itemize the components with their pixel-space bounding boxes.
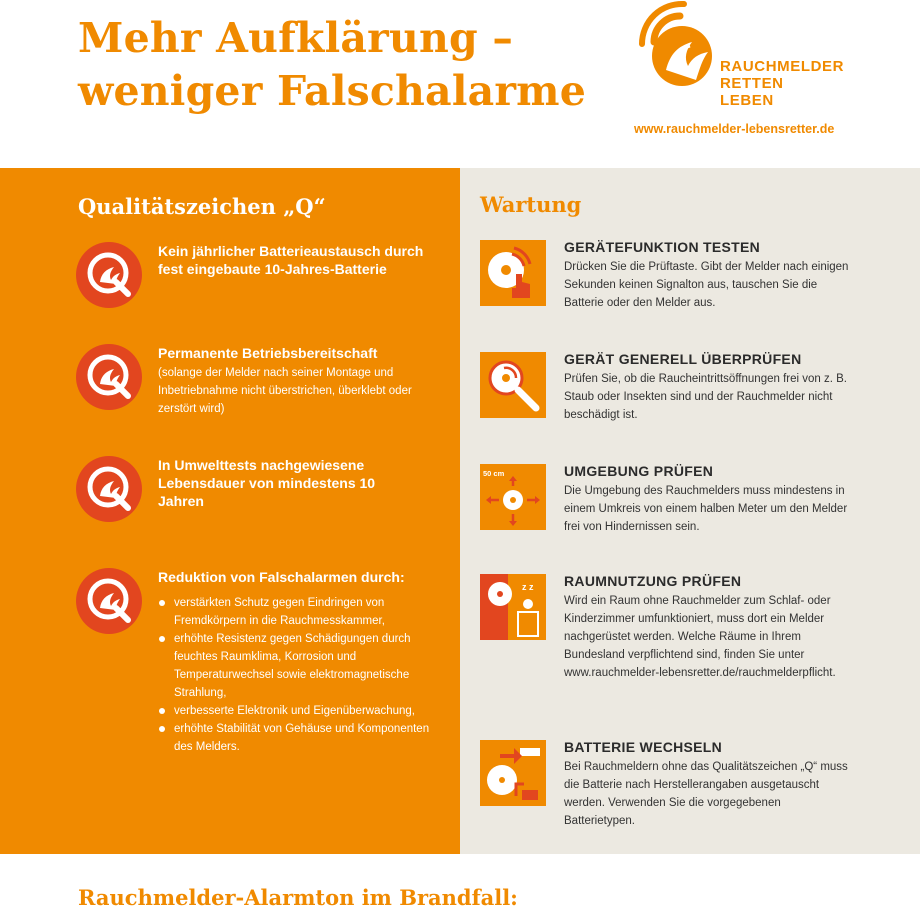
q-badge-icon [76, 242, 142, 308]
list-item: erhöhte Resistenz gegen Schädigungen durch feuchtes Raumklima, Korrosion und Temperaturwechsel sowie elektromagnetische Strahlung, [158, 630, 448, 702]
brand-line-3: LEBEN [720, 92, 774, 109]
maintenance-panel [460, 168, 920, 854]
room-usage-icon [480, 574, 546, 640]
maintenance-item-heading: UMGEBUNG PRÜFEN [564, 463, 714, 479]
quality-item-heading: In Umwelttests nachgewiesene Lebensdauer von mindestens 10 Jahren [158, 457, 376, 509]
list-item: verstärkten Schutz gegen Eindringen von Fremdkörpern in die Rauchmesskammer, [158, 594, 448, 630]
list-item: verbesserte Elektronik und Eigenüberwachung, [158, 702, 448, 720]
maintenance-item-text: Prüfen Sie, ob die Raucheintrittsöffnungen frei von z. B. Staub oder Insekten sind und der Rauchmelder nicht beschädigt ist. [564, 373, 847, 421]
false-alarm-measures-list [158, 594, 448, 756]
q-badge-icon [76, 568, 142, 634]
quality-item-heading: Permanente Betriebsbereitschaft [158, 345, 378, 361]
maintenance-item-heading: GERÄT GENERELL ÜBERPRÜFEN [564, 351, 802, 367]
maintenance-item-text: Bei Rauchmeldern ohne das Qualitätszeichen „Q“ muss die Batterie nach Herstellerangaben ausgetauscht werden. Verwenden Sie die vorgegebenen Batterietypen. [564, 761, 848, 827]
q-badge-icon [76, 456, 142, 522]
maintenance-item-heading: BATTERIE WECHSELN [564, 739, 723, 755]
quality-panel [0, 168, 460, 854]
brand-line-2: RETTEN [720, 75, 784, 92]
page-title-line-1: Mehr Aufklärung – [78, 14, 514, 62]
brand-line-1: RAUCHMELDER [720, 58, 845, 75]
alarm-tone-section-title: Rauchmelder-Alarmton im Brandfall: [78, 885, 518, 910]
list-item: erhöhte Stabilität von Gehäuse und Komponenten des Melders. [158, 720, 448, 756]
sleep-zz-label: z z [522, 582, 534, 592]
maintenance-item-text: Die Umgebung des Rauchmelders muss mindestens in einem Umkreis von einem halben Meter um den Melder frei von Hindernissen sein. [564, 485, 848, 533]
magnifier-icon [480, 352, 546, 418]
maintenance-item-heading: RAUMNUTZUNG PRÜFEN [564, 573, 742, 589]
page-title [78, 12, 586, 118]
quality-item-note: (solange der Melder nach seiner Montage und Inbetriebnahme nicht überstrichen, überklebt oder zerstört wird) [158, 367, 412, 415]
quality-section-title: Qualitätszeichen „Q“ [78, 194, 326, 219]
maintenance-item-heading: GERÄTEFUNKTION TESTEN [564, 239, 761, 255]
maintenance-item-text: Drücken Sie die Prüftaste. Gibt der Melder nach einigen Sekunden keinen Signalton aus, tauschen Sie die Batterie oder den Melder aus. [564, 261, 849, 309]
maintenance-item-text: Wird ein Raum ohne Rauchmelder zum Schlaf- oder Kinderzimmer umfunktioniert, muss dort ein Melder nachgerüstet werden. Welche Räume in Ihrem Bundesland verpflichtend sind, finden Sie unter www.rauchmelder-lebensretter.de/rauchmelderpflicht. [564, 595, 836, 679]
brand-website-url: www.rauchmelder-lebensretter.de [634, 122, 835, 136]
quality-item-heading: Kein jährlicher Batterieaustausch durch fest eingebaute 10-Jahres-Batterie [158, 243, 424, 277]
smoke-alarm-logo-icon [632, 0, 732, 90]
battery-swap-icon [480, 740, 546, 806]
clearance-icon [480, 464, 546, 530]
brand-logo [632, 0, 912, 140]
page-title-line-2: weniger Falschalarme [78, 67, 587, 115]
test-button-icon [480, 240, 546, 306]
q-badge-icon [76, 344, 142, 410]
quality-item-heading: Reduktion von Falschalarmen durch: [158, 569, 405, 585]
clearance-distance-label: 50 cm [483, 469, 505, 478]
maintenance-section-title: Wartung [480, 192, 582, 217]
brand-wordmark [720, 58, 844, 109]
